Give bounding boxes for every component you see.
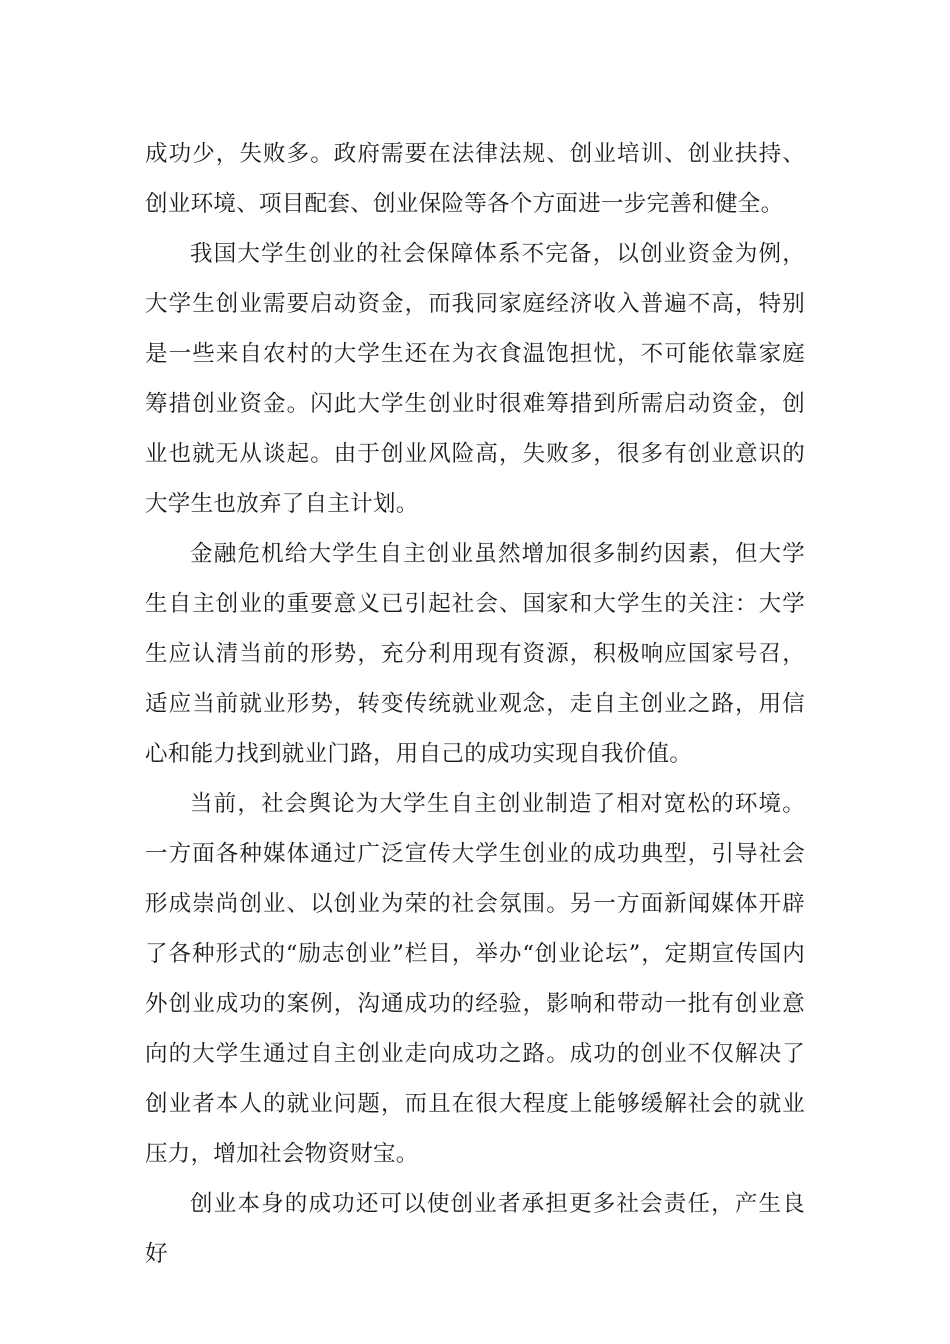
paragraph-2: 我国大学生创业的社会保障体系不完备，以创业资金为例，大学生创业需要启动资金，而我同家庭经济收入普遍不高，特别是一些来自农村的大学生还在为衣食温饱担忧，不可能依靠家庭筹措创业资金。闪此大学生创业时很难筹措到所需启动资金，创业也就无从谈起。由于创业风险高，失败多，很多有创业意识的大学生也放弃了自主计划。 (145, 241, 805, 517)
paragraph-1: 成功少，失败多。政府需要在法律法规、创业培训、创业扶持、创业环境、项目配套、创业保险等各个方面进一步完善和健全。 (145, 141, 805, 217)
paragraph-3: 金融危机给大学生自主创业虽然增加很多制约因素，但大学生自主创业的重要意义已引起社会、国家和大学生的关注：大学生应认清当前的形势，充分利用现有资源，积极响应国家号召，适应当前就业形势，转变传统就业观念，走自主创业之路，用信心和能力找到就业门路，用自己的成功实现自我价值。 (145, 541, 805, 767)
document-body (145, 129, 805, 1279)
paragraph-5: 创业本身的成功还可以使创业者承担更多社会责任，产生良好 (145, 1191, 805, 1267)
paragraph-4: 当前，社会舆论为大学生自主创业制造了相对宽松的环境。一方面各种媒体通过广泛宣传大学生创业的成功典型，引导社会形成崇尚创业、以创业为荣的社会氛围。另一方面新闻媒体开辟了各种形式的“励志创业”栏目，举办“创业论坛”，定期宣传国内外创业成功的案例，沟通成功的经验，影响和带动一批有创业意向的大学生通过自主创业走向成功之路。成功的创业不仅解决了创业者本人的就业问题，而且在很大程度上能够缓解社会的就业压力，增加社会物资财宝。 (145, 791, 805, 1167)
